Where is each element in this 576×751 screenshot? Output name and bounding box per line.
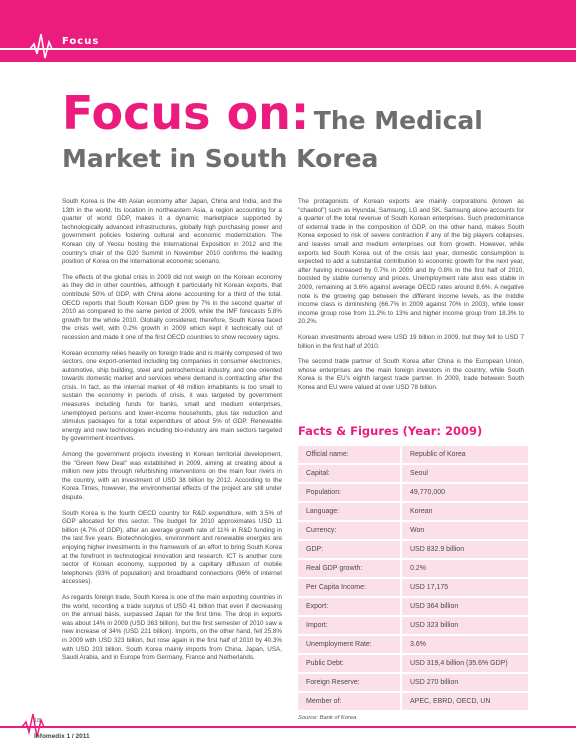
paragraph: Korean economy relies heavily on foreign trade and is mainly composed of two sectors, one export-oriented including big companies in consumer electronics, automotive, ship building, steel and petrochemical industry, and one oriented towards domestic market and services where demand is contracting after the crisis. In fact, as the internal market of 48 million inhabitants is too small to sustain the economy in periods of crisis, it was targeted by government measures including funds for banks, small and medium enterprises, unemployed persons and lower-income households, plus tax reduction and stimulus packages for a total expenditure of about 5% of GDP. Renewable energy and new technologies including bio-industry are main sectors targeted by government incentives. bbox=[62, 349, 282, 443]
article-title bbox=[62, 86, 542, 176]
facts-value: USD 323 billion bbox=[400, 617, 528, 634]
facts-value: 3.6% bbox=[400, 636, 528, 653]
footer-divider bbox=[0, 726, 576, 728]
facts-value: USD 832.9 billion bbox=[400, 541, 528, 558]
facts-row bbox=[298, 674, 528, 691]
facts-key: Member of: bbox=[298, 693, 400, 710]
facts-key: Unemployment Rate: bbox=[298, 636, 400, 653]
paragraph: As regards foreign trade, South Korea is one of the main exporting countries in the world, recording a trade surplus of USD 41 billion that even if decreasing on the annual basis, surpassed Japan for the first time. The drop in exports was about 14% in 2009 (USD 363 billion), but the first semester of 2010 saw a new increase of 34% (USD 221 billion). Imports, on the other hand, fell 25.8% in 2009 with USD 323 billion, but rose again in the first half of 2010 by 40.3% with USD 203 billion. South Korea mainly imports from China, Japan, USA, Saudi Arabia, and in Europe from Germany, France and Netherlands. bbox=[62, 593, 282, 662]
title-rest: The Medical bbox=[313, 106, 483, 135]
paragraph: The second trade partner of South Korea after China is the European Union, whose enterprises are the main foreign investors in the country, while South Korea is the EU's eighth largest trade partner. In 2009, trade between South Korea and EU were valued at over USD 78 billion. bbox=[298, 358, 524, 391]
facts-row bbox=[298, 598, 528, 615]
facts-row bbox=[298, 541, 528, 558]
facts-value: 49,770,000 bbox=[400, 484, 528, 501]
facts-value: Won bbox=[400, 522, 528, 539]
facts-row bbox=[298, 560, 528, 577]
facts-value: USD 270 billion bbox=[400, 674, 528, 691]
facts-key: Import: bbox=[298, 617, 400, 634]
footer-publication: Infomedix 1 / 2011 bbox=[34, 733, 90, 740]
facts-key: Export: bbox=[298, 598, 400, 615]
facts-value: Republic of Korea bbox=[400, 446, 528, 463]
title-main: Focus on: bbox=[62, 86, 310, 140]
facts-row bbox=[298, 503, 528, 520]
facts-row bbox=[298, 655, 528, 672]
facts-table bbox=[298, 444, 528, 712]
facts-row bbox=[298, 636, 528, 653]
facts-title: Facts & Figures (Year: 2009) bbox=[298, 424, 483, 438]
facts-source: Source: Bank of Korea bbox=[298, 715, 357, 721]
facts-key: Official name: bbox=[298, 446, 400, 463]
facts-value: Seoul bbox=[400, 465, 528, 482]
facts-row bbox=[298, 617, 528, 634]
facts-row bbox=[298, 693, 528, 710]
facts-key: Language: bbox=[298, 503, 400, 520]
paragraph: Korean investments abroad were USD 19 billion in 2009, but they fell to USD 7 billion in the first half of 2010. bbox=[298, 333, 524, 350]
facts-row bbox=[298, 484, 528, 501]
facts-value: Korean bbox=[400, 503, 528, 520]
facts-key: Foreign Reserve: bbox=[298, 674, 400, 691]
right-column bbox=[298, 198, 524, 399]
facts-key: Population: bbox=[298, 484, 400, 501]
facts-value: USD 319,4 billion (35.6% GDP) bbox=[400, 655, 528, 672]
facts-row bbox=[298, 465, 528, 482]
page-number: 18 bbox=[34, 718, 41, 724]
facts-key: Real GDP growth: bbox=[298, 560, 400, 577]
paragraph: South Korea is the 4th Asian economy after Japan, China and India, and the 13th in the world. Its location in northeastern Asia, a region accounting for a quarter of world GDP, makes it a dynamic marketplace supported by technologically advanced infrastructures, globally high purchasing power and government policies fostering cultural and economic modernization. The Korean city of Yeosu hosting the International Exposition in 2012 and the country's chair of the G20 Summit in November 2010 confirms the leading position of Korea on the international economic scenario. bbox=[62, 198, 282, 266]
paragraph: Among the government projects investing in Korean territorial development, the "Green New Deal" was established in 2009, aiming at creating about a million new jobs through refurbishing interventions on the main four rivers in the country, with an investment of USD 38 billion by 2012. According to the Korea Times, however, the environmental effects of the project are still under dispute. bbox=[62, 451, 282, 501]
facts-value: USD 17,175 bbox=[400, 579, 528, 596]
facts-value: APEC, EBRD, OECD, UN bbox=[400, 693, 528, 710]
facts-key: GDP: bbox=[298, 541, 400, 558]
facts-key: Public Debt: bbox=[298, 655, 400, 672]
header-divider bbox=[0, 48, 576, 50]
paragraph: The protagonists of Korean exports are mainly corporations (known as "chaebol") such as Hyundai, Samsung, LG and SK. Samsung alone accounts for a quarter of the total revenue of South Korean enterprises. Such predominance of external trade in the composition of GDP, on the other hand, makes South Korea exposed to risk of severe contraction if any of the big players collapses, and leaves small and medium enterprises out from growth. However, while exports led South Korea out of the crisis last year, domestic consumption is expected to add a substantial contribution to economic growth for the next year, after having increased by 0.7% in 2009 and by 0.8% in the first half of 2010, boosted by stable currency and prices. Unemployment rate also was stable in 2009, remaining at 3.6% against average OECD rates around 8.6%. A negative note is the growing gap between the different income levels, as the middle income class is diminishing (66.7% in 2009 against 70% in 2003), while lower income group rose from 11.2% to 13% and higher income group from 18.3% to 20.2%. bbox=[298, 198, 524, 326]
header-band bbox=[0, 0, 576, 62]
facts-key: Capital: bbox=[298, 465, 400, 482]
facts-row bbox=[298, 579, 528, 596]
facts-row bbox=[298, 446, 528, 463]
title-line2: Market in South Korea bbox=[62, 144, 379, 173]
section-label: Focus bbox=[62, 36, 100, 47]
facts-key: Currency: bbox=[298, 522, 400, 539]
facts-key: Per Capita Income: bbox=[298, 579, 400, 596]
facts-value: 0.2% bbox=[400, 560, 528, 577]
facts-value: USD 364 billion bbox=[400, 598, 528, 615]
paragraph: South Korea is the fourth OECD country for R&D expenditure, with 3.5% of GDP allocated for this sector. The budget for 2010 approximates USD 11 billion (4.7% of GDP), after an average growth rate of 11% in R&D funding in the last five years. Biotechnologies, environment and renewable energies are enjoying higher investments in the framework of an effort to bring South Korea at the forefront in technological innovation and research. ICT is another core sector of Korean economy, supported by a capillary diffusion of mobile telephones (93% of population) and broadband connections (96% of internet accesses). bbox=[62, 509, 282, 586]
facts-box bbox=[298, 424, 528, 721]
facts-row bbox=[298, 522, 528, 539]
left-column bbox=[62, 198, 282, 670]
paragraph: The effects of the global crisis in 2009 did not weigh on the Korean economy as they did in other countries, although it particularly hit Korean exports, that contribute 50% of GDP, with China alone accounting for a third of the total. OECD reports that South Korean GDP grew by 7% in the second quarter of 2010 as compared to the same period of 2009, while the IMF forecasts 5.8% growth for the whole 2010. Globally considered, therefore, South Korea faced the crisis well, with 0.2% growth in 2009 which kept it technically out of recession and made it one of the first OECD countries to show recovery signs. bbox=[62, 273, 282, 341]
